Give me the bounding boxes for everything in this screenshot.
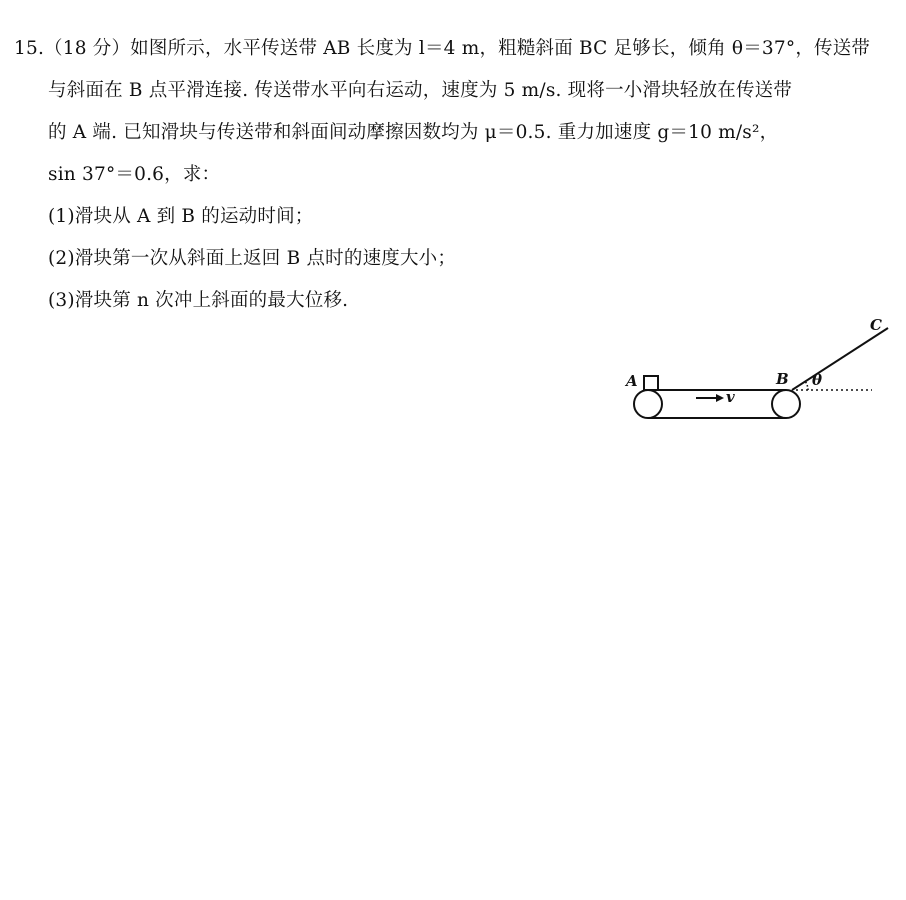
label-v: v	[726, 388, 735, 406]
incline-bc	[792, 328, 888, 390]
question-1: (1)滑块从 A 到 B 的运动时间；	[48, 206, 314, 227]
question-3: (3)滑块第 n 次冲上斜面的最大位移.	[48, 290, 349, 311]
question-2: (2)滑块第一次从斜面上返回 B 点时的速度大小；	[48, 248, 457, 269]
label-b: B	[776, 370, 789, 388]
label-theta: θ	[812, 371, 823, 389]
problem-line-3: 的 A 端. 已知滑块与传送带和斜面间动摩擦因数均为 μ＝0.5. 重力加速度 g＝10 m/s²，	[48, 122, 779, 143]
left-pulley	[634, 390, 662, 418]
conveyor-incline-figure	[620, 310, 900, 430]
angle-arc	[805, 381, 808, 390]
label-c: C	[870, 316, 882, 334]
figure-svg	[620, 310, 900, 430]
velocity-arrowhead	[716, 394, 724, 402]
slider-block	[644, 376, 658, 390]
problem-line-1: 15.（18 分）如图所示，水平传送带 AB 长度为 l＝4 m，粗糙斜面 BC 足够长，倾角 θ＝37°，传送带	[14, 38, 871, 59]
right-pulley	[772, 390, 800, 418]
problem-line-2: 与斜面在 B 点平滑连接. 传送带水平向右运动，速度为 5 m/s. 现将一小滑块轻放在传送带	[48, 80, 793, 101]
label-a: A	[626, 372, 638, 390]
problem-line-4: sin 37°＝0.6，求：	[48, 164, 221, 185]
